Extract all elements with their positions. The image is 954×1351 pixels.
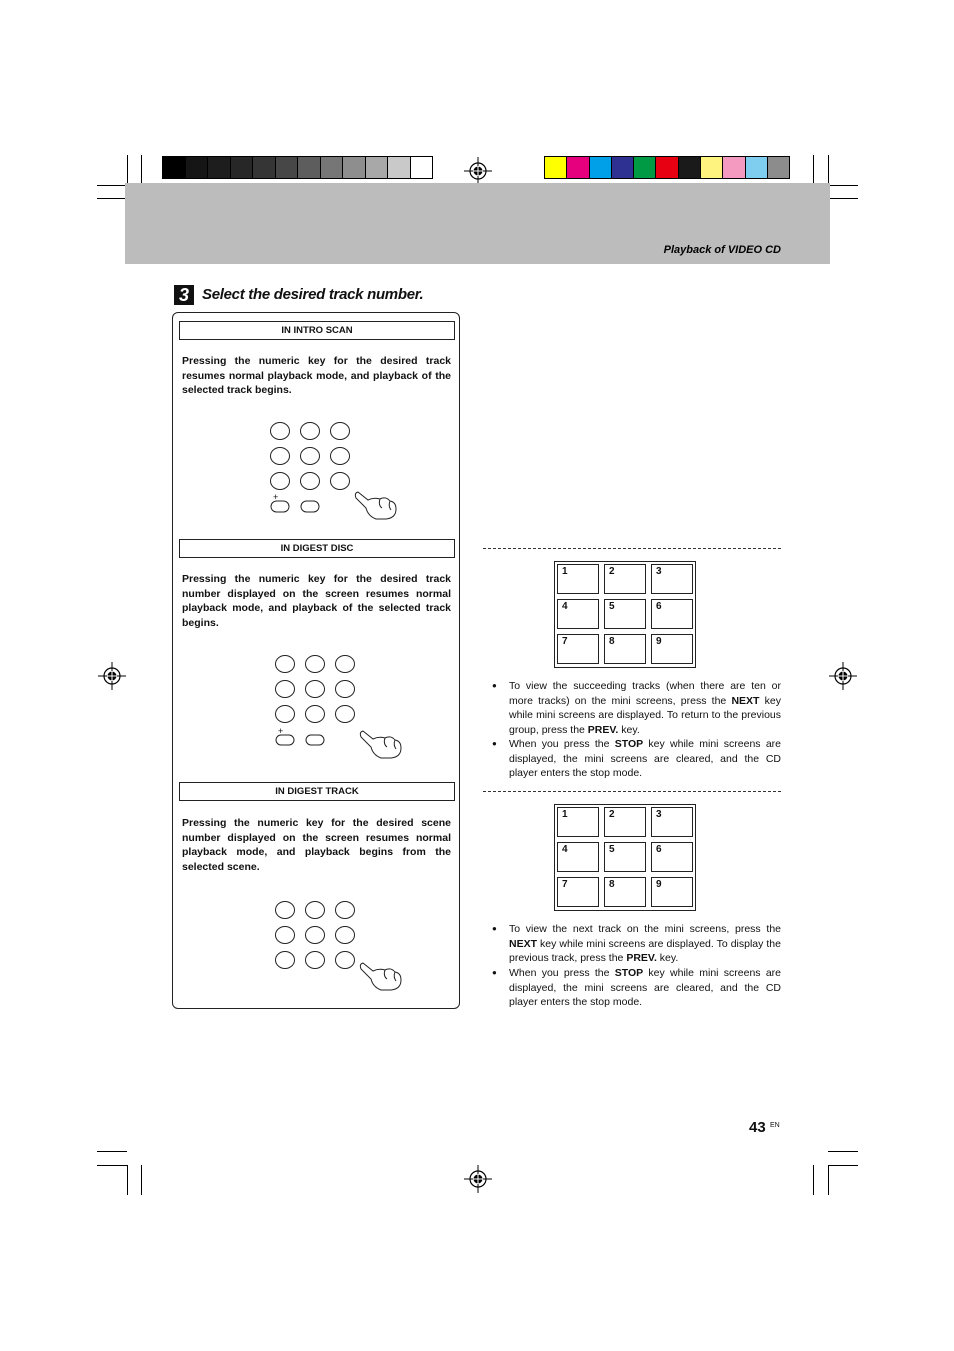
- mini-screen-cell: 2: [604, 807, 646, 837]
- color-swatch: [388, 157, 411, 178]
- mini-screen-cell: 7: [557, 634, 599, 664]
- crop-mark: [127, 1165, 128, 1195]
- crop-mark: [97, 1165, 127, 1166]
- color-swatch: [253, 157, 276, 178]
- color-swatch: [679, 157, 701, 178]
- color-swatch: [343, 157, 366, 178]
- color-swatch: [208, 157, 231, 178]
- registration-mark-icon: [464, 157, 492, 185]
- color-swatch: [545, 157, 567, 178]
- dashed-separator: [483, 791, 781, 792]
- note-next-prev: ● To view the next track on the mini screens, press the NEXT key while mini screens are displayed. To display the previous track, press the PREV. key.: [509, 922, 781, 966]
- crop-mark: [828, 1165, 858, 1166]
- pointing-hand-icon: [360, 963, 401, 990]
- color-swatch: [298, 157, 321, 178]
- mini-screen-cell: 9: [651, 634, 693, 664]
- mini-screen-cell: 6: [651, 842, 693, 872]
- crop-mark: [828, 1151, 858, 1152]
- color-swatch: [612, 157, 634, 178]
- mini-screen-cell: 5: [604, 599, 646, 629]
- mini-screen-cell: 1: [557, 807, 599, 837]
- registration-mark-icon: [98, 662, 126, 690]
- crop-mark: [141, 1165, 142, 1195]
- step-number-badge: 3: [174, 285, 194, 305]
- mini-screen-cell: 8: [604, 877, 646, 907]
- color-swatch: [746, 157, 768, 178]
- color-swatch: [366, 157, 389, 178]
- mini-screen-cell: 3: [651, 564, 693, 594]
- mini-screen-cell: 3: [651, 807, 693, 837]
- step-title: Select the desired track number.: [202, 286, 424, 303]
- numeric-keypad-icon: [267, 899, 407, 995]
- header-band: [125, 183, 830, 264]
- mini-screen-cell: 4: [557, 599, 599, 629]
- color-swatch: [567, 157, 589, 178]
- color-swatch: [186, 157, 209, 178]
- crop-mark: [97, 1151, 127, 1152]
- color-swatch: [723, 157, 745, 178]
- intro-scan-text: Pressing the numeric key for the desired track resumes normal playback mode, and playback of the selected track begins.: [182, 355, 451, 397]
- crop-mark: [828, 185, 858, 186]
- digest-track-heading: IN DIGEST TRACK: [179, 782, 455, 801]
- crop-mark: [97, 198, 127, 199]
- page-number: 43: [749, 1119, 766, 1136]
- mini-screen-grid: [554, 804, 696, 911]
- pointing-hand-icon: [360, 731, 401, 758]
- crop-mark: [813, 155, 814, 185]
- color-swatch: [701, 157, 723, 178]
- intro-scan-heading: IN INTRO SCAN: [179, 321, 455, 340]
- note-next-prev: ● To view the succeeding tracks (when there are ten or more tracks) on the mini screens, press the NEXT key while mini screens are displayed. To return to the previous group, press the PREV. key.: [509, 679, 781, 738]
- digest-track-text: Pressing the numeric key for the desired scene number displayed on the screen resumes normal playback mode, and playback begins from the selected scene.: [182, 817, 451, 874]
- numeric-keypad-icon: [267, 653, 407, 761]
- crop-mark: [828, 198, 858, 199]
- color-swatch: [321, 157, 344, 178]
- registration-mark-icon: [829, 662, 857, 690]
- mini-screen-cell: 6: [651, 599, 693, 629]
- mini-screen-grid: [554, 561, 696, 668]
- color-calibration-bar: [544, 156, 790, 179]
- mini-screen-cell: 2: [604, 564, 646, 594]
- mini-screen-cell: 5: [604, 842, 646, 872]
- color-swatch: [163, 157, 186, 178]
- crop-mark: [828, 1165, 829, 1195]
- dashed-separator: [483, 548, 781, 549]
- color-swatch: [656, 157, 678, 178]
- crop-mark: [141, 155, 142, 185]
- color-swatch: [590, 157, 612, 178]
- color-swatch: [276, 157, 299, 178]
- note-stop: ● When you press the STOP key while mini screens are displayed, the mini screens are cleared, and the CD player enters the stop mode.: [509, 737, 781, 781]
- color-swatch: [768, 157, 789, 178]
- digest-disc-heading: IN DIGEST DISC: [179, 539, 455, 558]
- section-title: Playback of VIDEO CD: [663, 244, 781, 256]
- pointing-hand-icon: [355, 492, 396, 519]
- grayscale-calibration-bar: [162, 156, 433, 179]
- note-stop: ● When you press the STOP key while mini screens are displayed, the mini screens are cleared, and the CD player enters the stop mode.: [509, 966, 781, 1010]
- registration-mark-icon: [464, 1165, 492, 1193]
- mini-screen-cell: 4: [557, 842, 599, 872]
- color-swatch: [231, 157, 254, 178]
- color-swatch: [411, 157, 433, 178]
- crop-mark: [97, 185, 127, 186]
- mini-screen-cell: 7: [557, 877, 599, 907]
- numeric-keypad-icon: [262, 420, 402, 522]
- plus-label: +: [278, 726, 284, 736]
- mini-screen-cell: 9: [651, 877, 693, 907]
- crop-mark: [127, 155, 128, 185]
- crop-mark: [813, 1165, 814, 1195]
- language-code: EN: [770, 1122, 780, 1129]
- mini-screen-cell: 8: [604, 634, 646, 664]
- digest-disc-text: Pressing the numeric key for the desired track number displayed on the screen resumes normal playback mode, and playback of the selected track begins.: [182, 573, 451, 630]
- mini-screen-cell: 1: [557, 564, 599, 594]
- plus-label: +: [273, 492, 279, 502]
- color-swatch: [634, 157, 656, 178]
- crop-mark: [828, 155, 829, 185]
